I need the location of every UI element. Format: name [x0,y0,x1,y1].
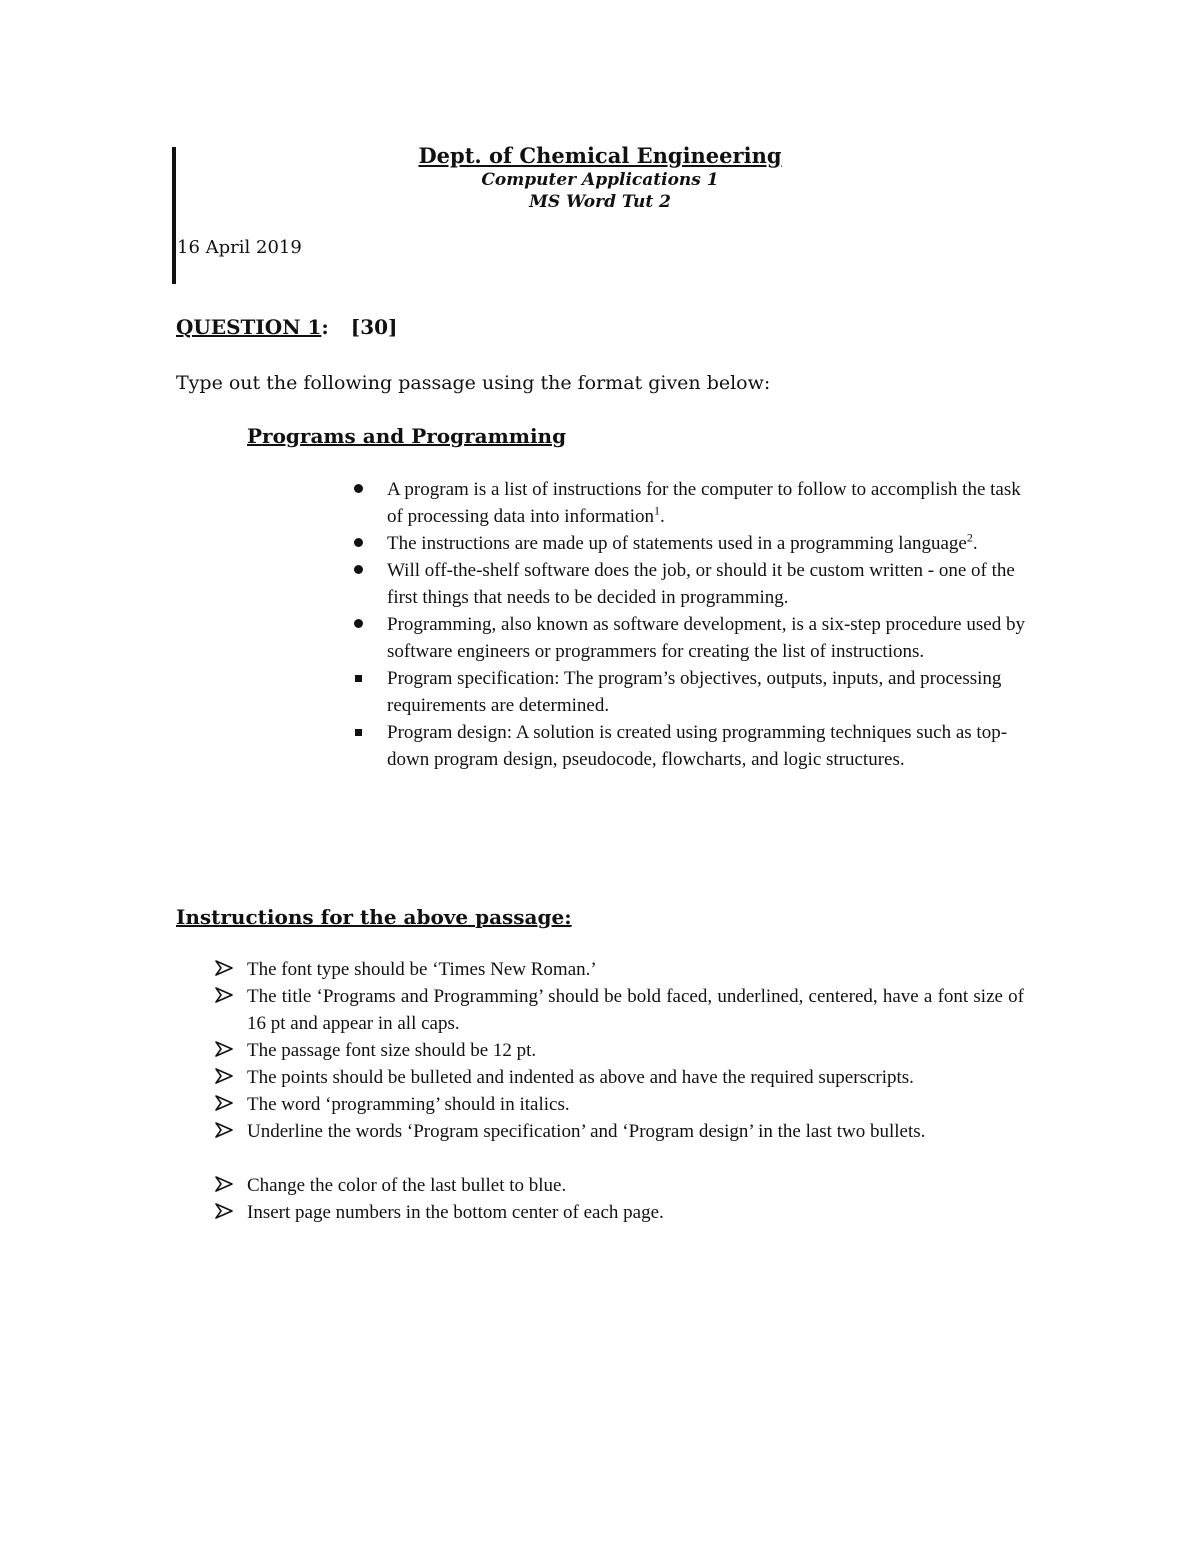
arrowhead-bullet-icon [214,1039,234,1059]
list-item [214,1091,1024,1118]
question-label: QUESTION 1 [176,315,322,339]
list-item [214,1199,1024,1226]
instructions-title: Instructions for the above passage: [176,905,572,929]
list-item [214,1064,1024,1091]
round-bullet-icon [354,538,363,547]
arrowhead-bullet-icon [214,1201,234,1221]
round-bullet-icon [354,484,363,493]
arrowhead-bullet-icon [214,985,234,1005]
bullet-text: Program design: A solution is created using programming techniques such as top-down program design, pseudocode, flowcharts, and logic structures. [387,722,1008,770]
arrowhead-bullet-icon [214,1120,234,1140]
arrowhead-bullet-icon [214,1093,234,1113]
bullet-text: A program is a list of instructions for the computer to follow to accomplish the task of processing data into information [387,479,1021,527]
instructions-list [214,956,1024,1226]
question-colon: : [321,315,329,339]
bullet-text: Will off-the-shelf software does the job, or should it be custom written - one of the first things that needs to be decided in programming. [387,560,1015,608]
square-bullet-icon [355,729,362,736]
passage-title: Programs and Programming [247,424,567,448]
course-name: Computer Applications 1 [481,170,719,190]
document-header [176,143,1024,213]
instruction-text: The title ‘Programs and Programming’ should be bold faced, underlined, centered, have a font size of 16 pt and appear in all caps. [247,986,1024,1034]
instruction-text: The points should be bulleted and indented as above and have the required superscripts. [247,1067,914,1088]
round-bullet-icon [354,565,363,574]
list-item [352,665,1032,719]
list-item [352,611,1032,665]
instruction-text: The word ‘programming’ should in italics. [247,1094,570,1115]
department-title: Dept. of Chemical Engineering [418,143,782,168]
list-item [352,557,1032,611]
list-item [214,1037,1024,1064]
arrowhead-bullet-icon [214,958,234,978]
square-bullet-icon [355,675,362,682]
document-date: 16 April 2019 [177,237,302,258]
arrowhead-bullet-icon [214,1066,234,1086]
question-marks: [30] [350,315,398,339]
instruction-text: Underline the words ‘Program specification’ and ‘Program design’ in the last two bullets. [247,1121,926,1142]
bullet-tail: . [972,533,978,554]
instruction-text: Insert page numbers in the bottom center of each page. [247,1202,664,1223]
instruction-text: The font type should be ‘Times New Roman.’ [247,959,597,980]
list-item [352,719,1032,773]
question-instruction: Type out the following passage using the format given below: [176,372,771,394]
instruction-text: The passage font size should be 12 pt. [247,1040,537,1061]
superscript: 1 [654,503,660,518]
bullet-text: The instructions are made up of statements used in a programming language [387,533,967,554]
list-item [214,1118,1024,1145]
list-item [214,956,1024,983]
list-item [214,1172,1024,1199]
list-item [352,476,1032,530]
instruction-text: Change the color of the last bullet to blue. [247,1175,567,1196]
list-item [214,983,1024,1037]
passage-bullet-list [352,476,1032,773]
bullet-text: Program specification: The program’s objectives, outputs, inputs, and processing requirements are determined. [387,668,1002,716]
round-bullet-icon [354,619,363,628]
bullet-text: Programming, also known as software development, is a six-step procedure used by software engineers or programmers for creating the list of instructions. [387,614,1025,662]
superscript: 2 [966,530,973,545]
list-item [352,530,1032,557]
bullet-tail: . [660,506,665,527]
question-heading [176,314,398,340]
tutorial-name: MS Word Tut 2 [529,192,671,212]
arrowhead-bullet-icon [214,1174,234,1194]
